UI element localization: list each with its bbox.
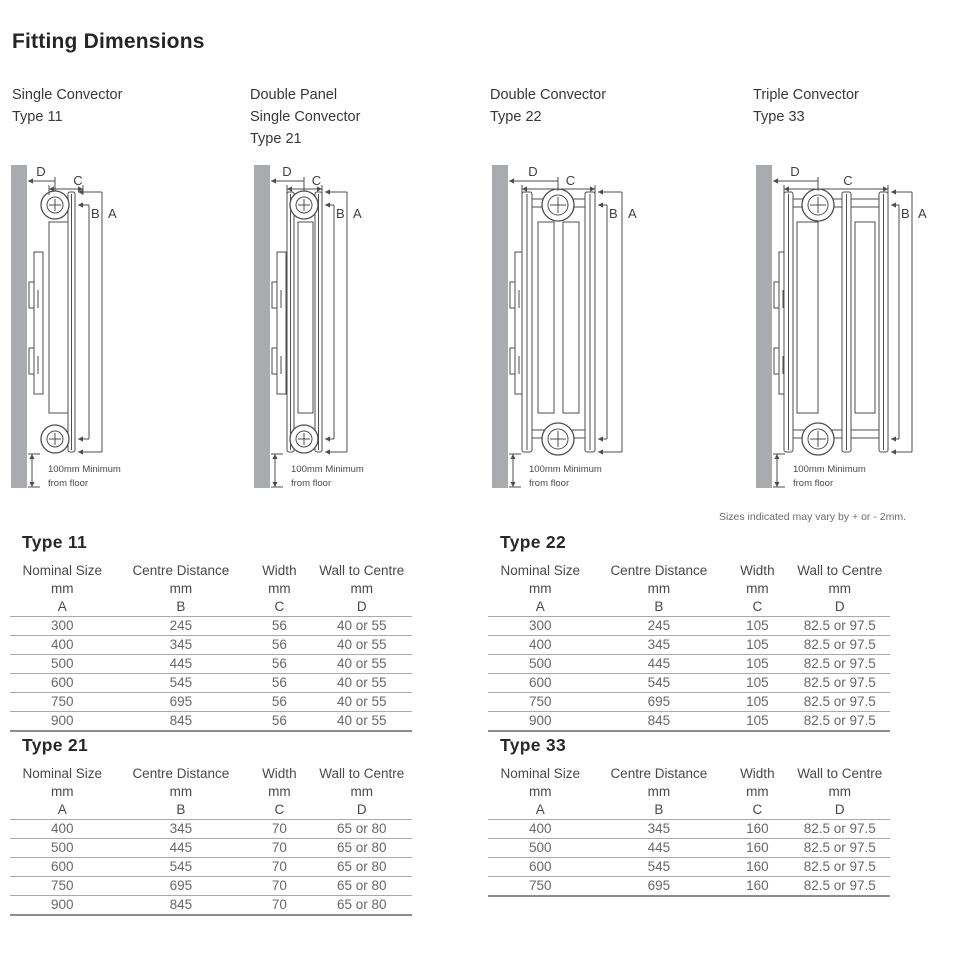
convector-fin (563, 222, 579, 413)
caption-line: Triple Convector (753, 87, 859, 103)
tolerance-note: Sizes indicated may vary by + or - 2mm. (718, 511, 906, 523)
column-header: A (57, 599, 67, 614)
table-cell: 160 (746, 821, 769, 836)
table-cell: 82.5 or 97.5 (803, 694, 876, 709)
table-cell: 65 or 80 (336, 821, 387, 836)
table-cell: 105 (746, 694, 769, 709)
table-cell: 300 (50, 618, 74, 633)
table-title: Type 22 (500, 532, 566, 552)
table-row (488, 712, 890, 732)
table-cell: 65 or 80 (336, 878, 387, 893)
column-header: Wall to Centre (319, 563, 405, 578)
dim-label-b: B (91, 206, 100, 221)
dimensions-table-type22 (488, 562, 890, 732)
column-header: D (834, 802, 845, 817)
table-row (10, 839, 412, 858)
column-header: mm (529, 784, 552, 799)
column-header: Width (740, 766, 775, 781)
table-cell: 65 or 80 (336, 859, 387, 874)
table-cell: 845 (169, 897, 193, 912)
column-header: A (535, 599, 545, 614)
table-cell: 70 (271, 840, 287, 855)
table-section-type11 (10, 532, 412, 732)
table-cell: 345 (647, 637, 671, 652)
table-cell: 70 (271, 821, 287, 836)
floor-note-line: from floor (793, 478, 834, 489)
diagram-caption-type11 (12, 84, 122, 128)
table-cell: 695 (647, 878, 671, 893)
table-cell: 600 (50, 675, 74, 690)
wall (254, 165, 270, 488)
table-row (10, 712, 412, 732)
dim-label-d: D (790, 164, 800, 179)
caption-line: Type 33 (753, 109, 805, 125)
column-header: mm (828, 784, 851, 799)
valve-icon (41, 425, 69, 453)
floor-note-line: 100mm Minimum (48, 464, 121, 475)
table-cell: 56 (271, 713, 287, 728)
table-cell: 105 (746, 656, 769, 671)
radiator-diagram-type21 (248, 160, 478, 495)
table-cell: 900 (50, 713, 74, 728)
convector-fin (797, 222, 818, 413)
column-header: mm (647, 581, 671, 596)
table-cell: 105 (746, 637, 769, 652)
table-row (10, 655, 412, 674)
column-header: mm (169, 784, 193, 799)
table-cell: 500 (528, 656, 552, 671)
page-title: Fitting Dimensions (12, 30, 205, 53)
table-cell: 56 (271, 656, 287, 671)
table-row (488, 674, 890, 693)
table-cell: 245 (647, 618, 671, 633)
floor-note-line: 100mm Minimum (291, 464, 364, 475)
table-cell: 82.5 or 97.5 (803, 713, 876, 728)
table-cell: 900 (50, 897, 74, 912)
wall (492, 165, 508, 488)
radiator-diagram-type33 (750, 160, 960, 495)
column-header: Nominal Size (500, 563, 581, 578)
table-cell: 545 (169, 675, 193, 690)
column-header: Centre Distance (132, 766, 230, 781)
column-header: C (274, 802, 285, 817)
table-row (488, 858, 890, 877)
table-cell: 400 (50, 821, 74, 836)
table-cell: 40 or 55 (336, 656, 387, 671)
table-cell: 82.5 or 97.5 (803, 878, 876, 893)
table-section-type22 (488, 532, 890, 732)
valve-icon (542, 189, 574, 221)
table-cell: 70 (271, 859, 287, 874)
column-header: Width (262, 563, 297, 578)
dim-label-c: C (843, 173, 853, 188)
table-cell: 695 (169, 694, 193, 709)
table-section-type21 (10, 735, 412, 916)
column-header: Centre Distance (132, 563, 230, 578)
table-cell: 56 (271, 694, 287, 709)
table-row (10, 896, 412, 916)
table-cell: 445 (169, 840, 193, 855)
table-row (10, 674, 412, 693)
column-header: Wall to Centre (797, 563, 883, 578)
column-header: B (176, 802, 186, 817)
table-cell: 445 (647, 840, 671, 855)
table-title: Type 11 (22, 532, 88, 552)
table-cell: 500 (50, 840, 74, 855)
table-cell: 750 (528, 878, 552, 893)
diagram-caption-type21 (250, 84, 360, 150)
column-header: D (356, 802, 367, 817)
table-row (10, 693, 412, 712)
column-header: mm (828, 581, 851, 596)
caption-line: Type 11 (12, 109, 63, 125)
column-header: Nominal Size (22, 563, 103, 578)
dim-label-c: C (565, 173, 576, 188)
caption-line: Type 21 (250, 131, 302, 147)
column-header: mm (51, 581, 74, 596)
table-cell: 105 (746, 675, 769, 690)
table-cell: 400 (528, 821, 552, 836)
table-cell: 40 or 55 (336, 618, 387, 633)
table-row (10, 820, 412, 839)
dim-label-a: A (108, 206, 117, 221)
table-cell: 545 (169, 859, 193, 874)
table-cell: 600 (528, 859, 552, 874)
table-cell: 70 (271, 897, 287, 912)
table-row (488, 636, 890, 655)
valve-icon (290, 191, 318, 219)
column-header: Width (740, 563, 775, 578)
floor-note-line: from floor (529, 478, 570, 489)
column-header: B (654, 802, 664, 817)
column-header: Wall to Centre (319, 766, 405, 781)
table-cell: 245 (169, 618, 193, 633)
dimensions-table-type33 (488, 765, 890, 897)
column-header: Width (262, 766, 297, 781)
dimensions-table-type11 (10, 562, 412, 732)
convector-fin (855, 222, 875, 413)
table-cell: 70 (271, 878, 287, 893)
table-row (488, 693, 890, 712)
dim-label-a: A (918, 206, 927, 221)
column-header: A (57, 802, 67, 817)
table-cell: 345 (169, 821, 193, 836)
table-cell: 845 (169, 713, 193, 728)
column-header: mm (350, 581, 373, 596)
column-header: B (176, 599, 186, 614)
column-header: D (356, 599, 367, 614)
table-cell: 345 (169, 637, 193, 652)
table-cell: 500 (50, 656, 74, 671)
dimensions-table-type21 (10, 765, 412, 916)
table-section-type33 (488, 735, 890, 897)
caption-line: Type 22 (490, 109, 542, 125)
table-cell: 750 (50, 878, 74, 893)
table-cell: 82.5 or 97.5 (803, 637, 876, 652)
dim-label-c: C (73, 173, 83, 188)
table-cell: 500 (528, 840, 552, 855)
table-cell: 105 (746, 713, 769, 728)
table-cell: 40 or 55 (336, 694, 387, 709)
table-cell: 695 (647, 694, 671, 709)
table-cell: 545 (647, 675, 671, 690)
column-header: mm (746, 784, 769, 799)
table-title: Type 21 (22, 735, 88, 755)
table-cell: 82.5 or 97.5 (803, 675, 876, 690)
convector-fin (298, 222, 313, 413)
caption-line: Single Convector (250, 109, 361, 125)
floor-note-line: 100mm Minimum (529, 464, 602, 475)
radiator-diagram-type22 (486, 160, 716, 495)
valve-icon (542, 423, 574, 455)
dim-label-d: D (528, 164, 538, 179)
table-cell: 40 or 55 (336, 713, 387, 728)
table-cell: 845 (647, 713, 671, 728)
table-cell: 750 (50, 694, 74, 709)
wall (756, 165, 772, 488)
table-cell: 445 (169, 656, 193, 671)
wall (11, 165, 27, 488)
valve-icon (290, 425, 318, 453)
caption-line: Single Convector (12, 87, 123, 103)
dim-label-b: B (901, 206, 910, 221)
wall-bracket (272, 252, 286, 394)
column-header: Nominal Size (22, 766, 103, 781)
table-cell: 750 (528, 694, 552, 709)
valve-icon (802, 423, 834, 455)
caption-line: Double Convector (490, 87, 607, 103)
table-row (10, 636, 412, 655)
floor-note-line: 100mm Minimum (793, 464, 866, 475)
table-cell: 65 or 80 (336, 840, 387, 855)
dim-label-a: A (353, 206, 362, 221)
dim-label-b: B (336, 206, 345, 221)
column-header: A (535, 802, 545, 817)
column-header: D (834, 599, 845, 614)
table-cell: 160 (746, 840, 769, 855)
table-cell: 82.5 or 97.5 (803, 840, 876, 855)
diagram-caption-type22 (490, 84, 606, 128)
table-row (488, 877, 890, 897)
table-row (488, 839, 890, 858)
valve-icon (41, 191, 69, 219)
table-cell: 82.5 or 97.5 (803, 859, 876, 874)
column-header: Wall to Centre (797, 766, 883, 781)
table-cell: 400 (50, 637, 74, 652)
column-header: mm (746, 581, 769, 596)
table-row (488, 617, 890, 636)
table-cell: 56 (271, 637, 287, 652)
column-header: B (654, 599, 664, 614)
table-cell: 40 or 55 (336, 675, 387, 690)
diagram-caption-type33 (753, 84, 859, 128)
column-header: mm (169, 581, 193, 596)
table-cell: 300 (528, 618, 552, 633)
dim-label-a: A (628, 206, 637, 221)
table-cell: 65 or 80 (336, 897, 387, 912)
table-cell: 545 (647, 859, 671, 874)
table-cell: 105 (746, 618, 769, 633)
table-cell: 160 (746, 859, 769, 874)
table-cell: 695 (169, 878, 193, 893)
table-title: Type 33 (500, 735, 566, 755)
table-cell: 345 (647, 821, 671, 836)
table-row (10, 858, 412, 877)
table-row (488, 655, 890, 674)
column-header: C (752, 802, 763, 817)
dim-label-d: D (36, 164, 46, 179)
table-cell: 82.5 or 97.5 (803, 821, 876, 836)
table-cell: 600 (528, 675, 552, 690)
column-header: mm (268, 784, 291, 799)
table-cell: 56 (271, 675, 287, 690)
floor-note-line: from floor (48, 478, 89, 489)
wall-bracket (29, 252, 43, 394)
table-row (10, 877, 412, 896)
column-header: C (752, 599, 763, 614)
convector-fin (49, 222, 69, 413)
dim-label-c: C (311, 173, 322, 188)
dim-label-d: D (282, 164, 292, 179)
table-cell: 82.5 or 97.5 (803, 618, 876, 633)
table-row (10, 617, 412, 636)
table-cell: 600 (50, 859, 74, 874)
table-cell: 56 (271, 618, 287, 633)
column-header: Nominal Size (500, 766, 581, 781)
table-cell: 82.5 or 97.5 (803, 656, 876, 671)
column-header: C (274, 599, 285, 614)
column-header: mm (529, 581, 552, 596)
dim-label-b: B (609, 206, 618, 221)
column-header: mm (647, 784, 671, 799)
radiator-diagram-type11 (5, 160, 235, 495)
column-header: Centre Distance (610, 766, 708, 781)
table-cell: 445 (647, 656, 671, 671)
convector-fin (538, 222, 554, 413)
table-cell: 400 (528, 637, 552, 652)
column-header: mm (268, 581, 291, 596)
floor-note-line: from floor (291, 478, 332, 489)
column-header: mm (350, 784, 373, 799)
column-header: Centre Distance (610, 563, 708, 578)
table-cell: 40 or 55 (336, 637, 387, 652)
column-header: mm (51, 784, 74, 799)
caption-line: Double Panel (250, 87, 338, 103)
valve-icon (802, 189, 834, 221)
table-cell: 160 (746, 878, 769, 893)
table-row (488, 820, 890, 839)
table-cell: 900 (528, 713, 552, 728)
